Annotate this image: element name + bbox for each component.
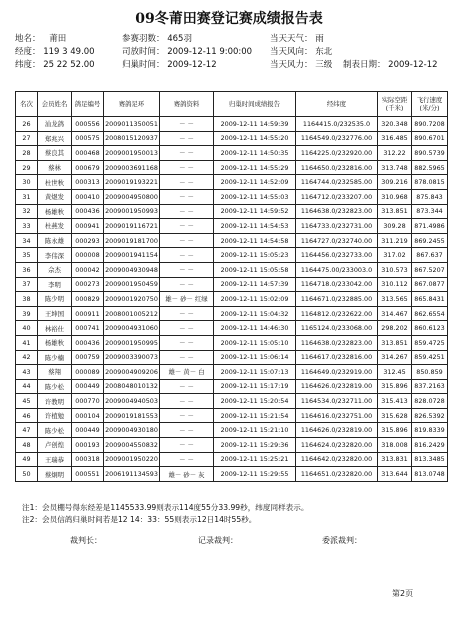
cell-ring-no: 000551	[72, 467, 104, 482]
cell-speed: 837.2163	[412, 379, 448, 394]
cell-ring: 2009001950995	[104, 335, 160, 350]
cell-ring-no: 000941	[72, 219, 104, 234]
table-row	[16, 379, 448, 394]
cell-member: 杜燕发	[38, 219, 72, 234]
cell-distance: 310.112	[378, 277, 412, 292]
cell-ring-no: 000679	[72, 160, 104, 175]
cell-pigeon-info: － －	[160, 335, 214, 350]
cell-ring-no: 000468	[72, 146, 104, 161]
entries-label: 参赛羽数：	[122, 34, 165, 44]
cell-arrival-time: 2009-12-11 15:25:21	[214, 452, 296, 467]
cell-ring: 2009001950013	[104, 146, 160, 161]
cell-coordinates: 1164415.0/232535.0	[296, 117, 378, 132]
cell-ring-no: 000436	[72, 335, 104, 350]
cell-ring-no: 000829	[72, 292, 104, 307]
col-rank: 名次	[16, 92, 38, 117]
cell-arrival-time: 2009-12-11 15:05:58	[214, 262, 296, 277]
wind-direction-line	[270, 45, 332, 57]
note-1: 注1：会员棚号得东经差是1145533.99则表示114度55分33.99秒，纬度同样表示。	[22, 503, 309, 512]
cell-speed: 882.5965	[412, 160, 448, 175]
cell-ring: 2009019193221	[104, 175, 160, 190]
cell-coordinates: 1164617.0/232816.00	[296, 350, 378, 365]
notes	[22, 502, 308, 526]
cell-member: 郑兆兴	[38, 131, 72, 146]
cell-arrival-time: 2009-12-11 14:59:52	[214, 204, 296, 219]
cell-ring-no: 000104	[72, 408, 104, 423]
table-row	[16, 146, 448, 161]
homing-value: 2009-12-12	[167, 60, 217, 70]
cell-pigeon-info: － －	[160, 306, 214, 321]
table-row	[16, 321, 448, 336]
cell-ring: 2009001950993	[104, 204, 160, 219]
cell-rank: 29	[16, 160, 38, 175]
cell-speed: 859.4725	[412, 335, 448, 350]
table-row	[16, 423, 448, 438]
cell-pigeon-info: － －	[160, 131, 214, 146]
table-row	[16, 160, 448, 175]
cell-ring: 2008015120937	[104, 131, 160, 146]
longitude-line	[15, 45, 95, 57]
cell-distance: 315.628	[378, 408, 412, 423]
cell-ring: 2009001920750	[104, 292, 160, 307]
cell-ring: 2009001950220	[104, 452, 160, 467]
cell-arrival-time: 2009-12-11 14:54:58	[214, 233, 296, 248]
cell-speed: 871.4986	[412, 219, 448, 234]
cell-distance: 311.219	[378, 233, 412, 248]
col-arrival-time: 归巢时间成绩报告	[214, 92, 296, 117]
cell-ring: 2009019181700	[104, 233, 160, 248]
cell-arrival-time: 2009-12-11 15:17:19	[214, 379, 296, 394]
cell-coordinates: 1164744.0/232585.00	[296, 175, 378, 190]
table-row	[16, 467, 448, 482]
col-pigeon-info: 赛鸽资料	[160, 92, 214, 117]
results-table	[15, 91, 448, 482]
cell-ring-no: 000556	[72, 117, 104, 132]
cell-rank: 45	[16, 394, 38, 409]
cell-coordinates: 1164534.0/232711.00	[296, 394, 378, 409]
cell-ring: 2009004931060	[104, 321, 160, 336]
cell-coordinates: 1164718.0/233042.00	[296, 277, 378, 292]
cell-ring-no: 000449	[72, 423, 104, 438]
cell-speed: 890.6701	[412, 131, 448, 146]
cell-pigeon-info: － －	[160, 117, 214, 132]
cell-rank: 35	[16, 248, 38, 263]
cell-ring: 2009011350051	[104, 117, 160, 132]
cell-distance: 318.008	[378, 438, 412, 453]
cell-member: 李伟深	[38, 248, 72, 263]
cell-distance: 320.348	[378, 117, 412, 132]
cell-member: 陈少楠	[38, 350, 72, 365]
cell-coordinates: 1164642.0/232820.00	[296, 452, 378, 467]
judge-signature: 裁判长：	[70, 536, 102, 545]
cell-distance: 313.851	[378, 335, 412, 350]
cell-arrival-time: 2009-12-11 15:05:23	[214, 248, 296, 263]
cell-pigeon-info: － －	[160, 248, 214, 263]
cell-arrival-time: 2009-12-11 14:54:53	[214, 219, 296, 234]
cell-ring: 2009003390073	[104, 350, 160, 365]
cell-member: 卢创煌	[38, 438, 72, 453]
cell-speed: 850.859	[412, 365, 448, 380]
table-row	[16, 394, 448, 409]
cell-speed: 867.637	[412, 248, 448, 263]
cell-pigeon-info: － －	[160, 233, 214, 248]
table-row	[16, 117, 448, 132]
cell-speed: 869.2455	[412, 233, 448, 248]
cell-rank: 28	[16, 146, 38, 161]
cell-pigeon-info: 雄－ 砂－ 红绿	[160, 292, 214, 307]
table-row	[16, 306, 448, 321]
cell-ring-no: 000759	[72, 350, 104, 365]
cell-pigeon-info: － －	[160, 408, 214, 423]
wind-force-line	[270, 58, 438, 70]
note-2: 注2：会员信鸽归巢时间若是12 14：33：55则表示12日14时55秒。	[22, 515, 257, 524]
table-row	[16, 292, 448, 307]
cell-speed: 890.7208	[412, 117, 448, 132]
cell-distance: 316.485	[378, 131, 412, 146]
cell-coordinates: 1164475.00/233003.0	[296, 262, 378, 277]
col-ring-no: 鸽足编号	[72, 92, 104, 117]
cell-rank: 38	[16, 292, 38, 307]
cell-distance: 309.216	[378, 175, 412, 190]
release-value: 2009-12-11 9:00:00	[167, 47, 253, 57]
cell-rank: 50	[16, 467, 38, 482]
cell-speed: 859.4251	[412, 350, 448, 365]
cell-pigeon-info: － －	[160, 204, 214, 219]
cell-ring: 2006191134593	[104, 467, 160, 482]
cell-rank: 43	[16, 365, 38, 380]
cell-pigeon-info: － －	[160, 160, 214, 175]
cell-member: 蔡炯明	[38, 467, 72, 482]
cell-rank: 42	[16, 350, 38, 365]
cell-member: 李明	[38, 277, 72, 292]
cell-ring-no: 000008	[72, 248, 104, 263]
cell-rank: 40	[16, 321, 38, 336]
cell-ring: 2009001950459	[104, 277, 160, 292]
cell-rank: 26	[16, 117, 38, 132]
cell-distance: 315.413	[378, 394, 412, 409]
longitude-value: 119 3 49.00	[43, 47, 95, 57]
cell-speed: 819.8339	[412, 423, 448, 438]
cell-arrival-time: 2009-12-11 15:21:54	[214, 408, 296, 423]
cell-speed: 867.0877	[412, 277, 448, 292]
cell-pigeon-info: 雄－ 砂－ 灰	[160, 467, 214, 482]
table-row	[16, 248, 448, 263]
cell-member: 杜世秋	[38, 175, 72, 190]
cell-rank: 44	[16, 379, 38, 394]
table-row	[16, 335, 448, 350]
homing-label: 归巢时间：	[122, 60, 165, 70]
wind-force-label: 当天风力：	[270, 60, 313, 70]
cell-member: 许植勉	[38, 408, 72, 423]
cell-ring-no: 000449	[72, 379, 104, 394]
cell-member: 林裕仕	[38, 321, 72, 336]
cell-member: 蔡林	[38, 160, 72, 175]
cell-distance: 313.644	[378, 467, 412, 482]
cell-pigeon-info: － －	[160, 394, 214, 409]
cell-pigeon-info: － －	[160, 189, 214, 204]
cell-distance: 312.45	[378, 365, 412, 380]
cell-speed: 828.0728	[412, 394, 448, 409]
col-ring: 赛鸽足环	[104, 92, 160, 117]
cell-member: 黄煜发	[38, 189, 72, 204]
col-coordinates: 经纬度	[296, 92, 378, 117]
cell-rank: 31	[16, 189, 38, 204]
table-row	[16, 365, 448, 380]
table-row	[16, 175, 448, 190]
cell-speed: 890.5739	[412, 146, 448, 161]
cell-ring-no: 000741	[72, 321, 104, 336]
cell-ring: 2009004550832	[104, 438, 160, 453]
cell-rank: 49	[16, 452, 38, 467]
cell-ring-no: 000193	[72, 438, 104, 453]
cell-distance: 298.202	[378, 321, 412, 336]
cell-coordinates: 1164650.0/232816.00	[296, 160, 378, 175]
cell-ring-no: 000293	[72, 233, 104, 248]
location-label: 地名：	[15, 34, 41, 44]
cell-distance: 313.851	[378, 204, 412, 219]
cell-arrival-time: 2009-12-11 15:21:10	[214, 423, 296, 438]
cell-ring: 2009004950800	[104, 189, 160, 204]
entries-line	[122, 32, 192, 44]
table-row	[16, 438, 448, 453]
recorder-signature: 记录裁判：	[198, 536, 238, 545]
cell-ring: 2008001005212	[104, 306, 160, 321]
cell-ring: 2009019181553	[104, 408, 160, 423]
cell-distance: 315.896	[378, 379, 412, 394]
latitude-label: 纬度：	[15, 60, 41, 70]
cell-ring: 2009004930948	[104, 262, 160, 277]
committee-signature: 委派裁判：	[322, 536, 362, 545]
table-row	[16, 189, 448, 204]
cell-ring-no: 000911	[72, 306, 104, 321]
cell-ring: 2009001941154	[104, 248, 160, 263]
table-row	[16, 452, 448, 467]
cell-arrival-time: 2009-12-11 15:29:55	[214, 467, 296, 482]
table-row	[16, 277, 448, 292]
cell-speed: 813.3485	[412, 452, 448, 467]
cell-arrival-time: 2009-12-11 14:55:20	[214, 131, 296, 146]
wind-force-value: 三级	[315, 60, 333, 70]
cell-arrival-time: 2009-12-11 15:06:14	[214, 350, 296, 365]
cell-pigeon-info: － －	[160, 219, 214, 234]
cell-ring: 2009004909206	[104, 365, 160, 380]
cell-rank: 30	[16, 175, 38, 190]
cell-distance: 312.22	[378, 146, 412, 161]
cell-member: 杨雄秋	[38, 335, 72, 350]
cell-speed: 875.843	[412, 189, 448, 204]
cell-coordinates: 1164733.0/232731.00	[296, 219, 378, 234]
cell-member: 蔡翔	[38, 365, 72, 380]
latitude-value: 25 22 52.00	[43, 60, 95, 70]
cell-arrival-time: 2009-12-11 14:50:35	[214, 146, 296, 161]
cell-rank: 33	[16, 219, 38, 234]
cell-pigeon-info: － －	[160, 423, 214, 438]
cell-coordinates: 1164549.0/232776.00	[296, 131, 378, 146]
wind-direction-value: 东北	[315, 47, 333, 57]
weather-label: 当天天气：	[270, 34, 313, 44]
cell-member: 王瑞恭	[38, 452, 72, 467]
cell-member: 陈少松	[38, 423, 72, 438]
homing-line	[122, 58, 217, 70]
cell-arrival-time: 2009-12-11 15:04:32	[214, 306, 296, 321]
cell-arrival-time: 2009-12-11 14:55:29	[214, 160, 296, 175]
cell-coordinates: 1164638.0/232823.00	[296, 335, 378, 350]
cell-rank: 36	[16, 262, 38, 277]
cell-distance: 314.267	[378, 350, 412, 365]
cell-member: 杨雄秋	[38, 204, 72, 219]
cell-rank: 32	[16, 204, 38, 219]
location-line	[15, 32, 66, 44]
cell-distance: 314.467	[378, 306, 412, 321]
cell-distance: 313.565	[378, 292, 412, 307]
cell-ring-no: 000273	[72, 277, 104, 292]
cell-arrival-time: 2009-12-11 15:29:36	[214, 438, 296, 453]
table-date-value: 2009-12-12	[388, 60, 438, 70]
latitude-line	[15, 58, 95, 70]
cell-rank: 46	[16, 408, 38, 423]
cell-coordinates: 1164727.0/232740.00	[296, 233, 378, 248]
cell-ring: 2009004940503	[104, 394, 160, 409]
table-row	[16, 204, 448, 219]
entries-value: 465羽	[167, 34, 192, 44]
cell-coordinates: 1164225.0/232920.00	[296, 146, 378, 161]
col-member: 会员姓名	[38, 92, 72, 117]
cell-arrival-time: 2009-12-11 14:59:39	[214, 117, 296, 132]
table-row	[16, 233, 448, 248]
cell-coordinates: 1164712.0/233207.00	[296, 189, 378, 204]
cell-rank: 41	[16, 335, 38, 350]
cell-coordinates: 1164671.0/232885.00	[296, 292, 378, 307]
cell-pigeon-info: 雄－ 黄－ 白	[160, 365, 214, 380]
table-row	[16, 262, 448, 277]
table-header-row	[16, 92, 448, 117]
table-date-label: 制表日期：	[342, 60, 386, 70]
cell-distance: 313.831	[378, 452, 412, 467]
cell-ring-no: 000410	[72, 189, 104, 204]
cell-member: 陈少松	[38, 379, 72, 394]
table-row	[16, 219, 448, 234]
location-value: 莆田	[49, 34, 67, 44]
release-line	[122, 45, 252, 57]
cell-coordinates: 1164616.0/232751.00	[296, 408, 378, 423]
table-row	[16, 408, 448, 423]
report-title: 09冬莆田赛登记赛成绩报告表	[135, 11, 323, 27]
cell-coordinates: 1164651.0/232820.00	[296, 467, 378, 482]
cell-pigeon-info: － －	[160, 379, 214, 394]
cell-member: 陈永雄	[38, 233, 72, 248]
cell-speed: 826.5392	[412, 408, 448, 423]
cell-rank: 47	[16, 423, 38, 438]
table-row	[16, 131, 448, 146]
cell-arrival-time: 2009-12-11 15:05:10	[214, 335, 296, 350]
cell-pigeon-info: － －	[160, 262, 214, 277]
cell-arrival-time: 2009-12-11 14:46:30	[214, 321, 296, 336]
cell-ring-no: 000089	[72, 365, 104, 380]
cell-distance: 310.573	[378, 262, 412, 277]
cell-ring: 2009004930180	[104, 423, 160, 438]
cell-member: 陈少明	[38, 292, 72, 307]
cell-coordinates: 1164626.0/232819.00	[296, 379, 378, 394]
cell-ring: 2009019116721	[104, 219, 160, 234]
cell-ring: 2009003691168	[104, 160, 160, 175]
col-distance: 实际空距(千米)	[378, 92, 412, 117]
cell-member: 佘杰	[38, 262, 72, 277]
cell-distance: 315.896	[378, 423, 412, 438]
weather-value: 雨	[315, 34, 324, 44]
cell-rank: 37	[16, 277, 38, 292]
cell-distance: 317.02	[378, 248, 412, 263]
cell-pigeon-info: － －	[160, 321, 214, 336]
weather-line	[270, 32, 324, 44]
cell-coordinates: 1164649.0/232919.00	[296, 365, 378, 380]
cell-arrival-time: 2009-12-11 15:07:13	[214, 365, 296, 380]
cell-pigeon-info: － －	[160, 277, 214, 292]
wind-direction-label: 当天风向：	[270, 47, 313, 57]
cell-arrival-time: 2009-12-11 15:02:09	[214, 292, 296, 307]
cell-distance: 310.968	[378, 189, 412, 204]
cell-ring-no: 000770	[72, 394, 104, 409]
cell-arrival-time: 2009-12-11 15:20:54	[214, 394, 296, 409]
cell-speed: 862.6554	[412, 306, 448, 321]
cell-distance: 313.748	[378, 160, 412, 175]
cell-coordinates: 1164624.0/232820.00	[296, 438, 378, 453]
cell-coordinates: 1164812.0/232622.00	[296, 306, 378, 321]
cell-ring: 2008048010132	[104, 379, 160, 394]
cell-speed: 860.6123	[412, 321, 448, 336]
cell-member: 汕龙鸽	[38, 117, 72, 132]
cell-speed: 873.344	[412, 204, 448, 219]
cell-pigeon-info: － －	[160, 438, 214, 453]
cell-rank: 48	[16, 438, 38, 453]
cell-ring-no: 000575	[72, 131, 104, 146]
cell-speed: 816.2429	[412, 438, 448, 453]
cell-speed: 865.8431	[412, 292, 448, 307]
cell-arrival-time: 2009-12-11 14:55:03	[214, 189, 296, 204]
cell-coordinates: 1164626.0/232819.00	[296, 423, 378, 438]
cell-pigeon-info: － －	[160, 175, 214, 190]
cell-pigeon-info: － －	[160, 146, 214, 161]
page-number: 第2页	[392, 589, 414, 598]
cell-member: 蔡良其	[38, 146, 72, 161]
cell-coordinates: 1164456.0/232733.00	[296, 248, 378, 263]
cell-ring-no: 000313	[72, 175, 104, 190]
cell-pigeon-info: － －	[160, 452, 214, 467]
cell-member: 王坤国	[38, 306, 72, 321]
cell-speed: 813.0748	[412, 467, 448, 482]
cell-ring-no: 000042	[72, 262, 104, 277]
cell-rank: 27	[16, 131, 38, 146]
cell-arrival-time: 2009-12-11 14:52:09	[214, 175, 296, 190]
cell-ring-no: 000436	[72, 204, 104, 219]
cell-rank: 39	[16, 306, 38, 321]
cell-ring-no: 000318	[72, 452, 104, 467]
col-speed: 飞行速度(米/分)	[412, 92, 448, 117]
cell-speed: 878.0815	[412, 175, 448, 190]
cell-coordinates: 1164638.0/232823.00	[296, 204, 378, 219]
cell-speed: 867.5207	[412, 262, 448, 277]
cell-pigeon-info: － －	[160, 350, 214, 365]
longitude-label: 经度：	[15, 47, 41, 57]
release-label: 司放时间：	[122, 47, 165, 57]
cell-distance: 309.28	[378, 219, 412, 234]
cell-member: 许教明	[38, 394, 72, 409]
cell-coordinates: 1165124.0/233068.00	[296, 321, 378, 336]
cell-rank: 34	[16, 233, 38, 248]
cell-arrival-time: 2009-12-11 14:57:39	[214, 277, 296, 292]
table-row	[16, 350, 448, 365]
